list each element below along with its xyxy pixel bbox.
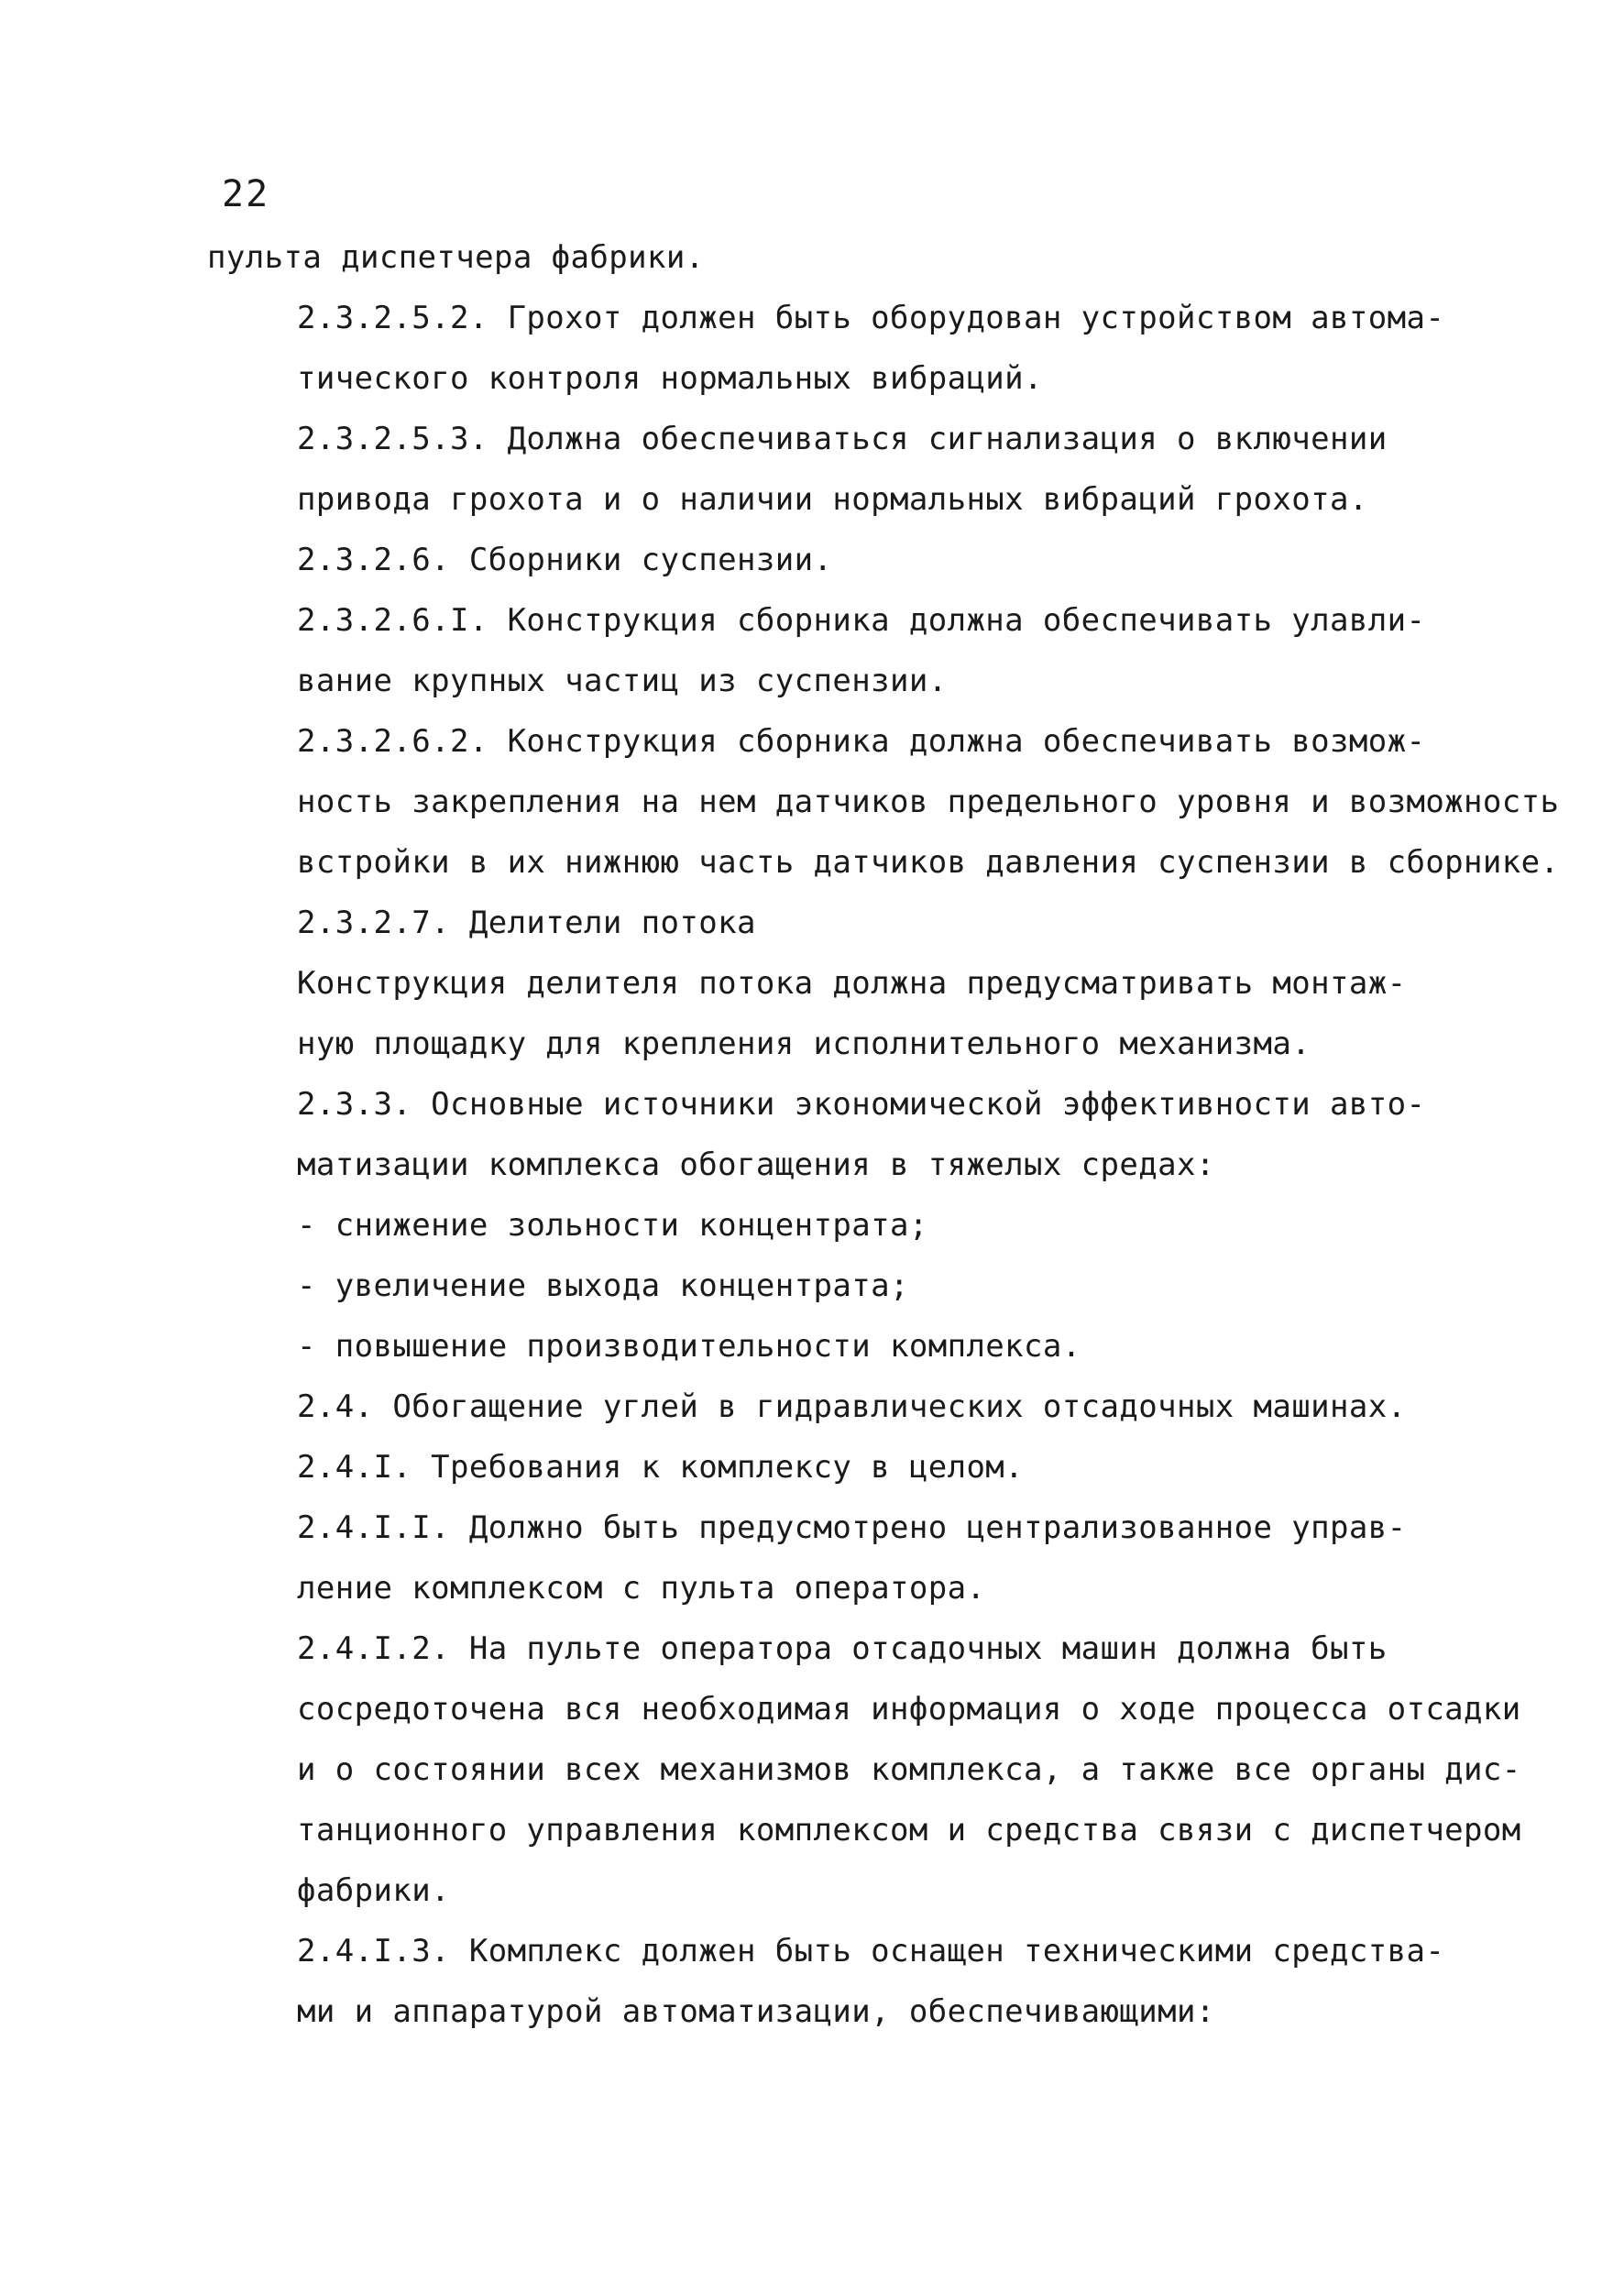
text-line: тического контроля нормальных вибраций. — [297, 360, 1043, 397]
text-line: ление комплексом с пульта оператора. — [297, 1570, 986, 1607]
text-line: 2.4.I.2. На пульте оператора отсадочных машин должна быть — [297, 1630, 1388, 1667]
paragraph — [207, 530, 1435, 590]
page-number: 22 — [222, 173, 270, 215]
text-line: пульта диспетчера фабрики. — [207, 239, 705, 276]
paragraph — [207, 1921, 1445, 2042]
text-line: 2.3.2.6.2. Конструкция сборника должна обеспечивать возмож- — [297, 723, 1426, 760]
paragraph — [207, 953, 1435, 1074]
text-line: встройки в их нижнюю часть датчиков давления суспензии в сборнике. — [297, 844, 1560, 881]
paragraph — [207, 1316, 1435, 1377]
text-line: 2.4.I.I. Должно быть предусмотрено централизованное управ- — [297, 1509, 1407, 1546]
text-line: - увеличение выхода концентрата; — [297, 1267, 909, 1304]
paragraph — [207, 1618, 1521, 1921]
text-line: 2.4.I. Требования к комплексу в целом. — [297, 1449, 1025, 1486]
paragraph — [207, 711, 1560, 893]
text-line: 2.3.2.5.2. Грохот должен быть оборудован устройством автома- — [297, 300, 1445, 336]
text-line: 2.3.3. Основные источники экономической эффективности авто- — [297, 1086, 1426, 1123]
text-line: Конструкция делителя потока должна предусматривать монтаж- — [297, 965, 1407, 1002]
paragraph — [207, 893, 1435, 953]
paragraph — [207, 409, 1435, 530]
text-line: фабрики. — [297, 1872, 450, 1909]
paragraph — [207, 1256, 1435, 1316]
paragraph — [207, 1498, 1435, 1618]
text-line: танционного управления комплексом и средства связи с диспетчером — [297, 1812, 1521, 1849]
text-line: - снижение зольности концентрата; — [297, 1207, 928, 1244]
paragraph — [207, 1377, 1435, 1437]
text-line: и о состоянии всех механизмов комплекса, а также все органы дис- — [297, 1751, 1521, 1788]
text-line: ность закрепления на нем датчиков предельного уровня и возможность — [297, 784, 1560, 820]
paragraph — [207, 288, 1445, 409]
body-text — [207, 227, 1560, 2042]
text-line: матизации комплекса обогащения в тяжелых средах: — [297, 1146, 1215, 1183]
text-line: 2.3.2.6.I. Конструкция сборника должна обеспечивать улавли- — [297, 602, 1426, 639]
paragraph — [207, 1437, 1435, 1498]
paragraph — [207, 1195, 1435, 1256]
paragraph — [207, 227, 1435, 288]
text-line: сосредоточена вся необходимая информация о ходе процесса отсадки — [297, 1691, 1521, 1728]
paragraph — [207, 590, 1435, 711]
text-line: 2.4.I.3. Комплекс должен быть оснащен техническими средства- — [297, 1933, 1445, 1969]
text-line: 2.3.2.5.3. Должна обеспечиваться сигнализация о включении — [297, 421, 1388, 457]
text-line: 2.3.2.7. Делители потока — [297, 905, 756, 941]
text-line: ную площадку для крепления исполнительного механизма. — [297, 1026, 1311, 1062]
paragraph — [207, 1074, 1435, 1195]
text-line: - повышение производительности комплекса. — [297, 1328, 1081, 1365]
text-line: вание крупных частиц из суспензии. — [297, 663, 948, 699]
text-line: 2.3.2.6. Сборники суспензии. — [297, 542, 833, 578]
text-line: 2.4. Обогащение углей в гидравлических отсадочных машинах. — [297, 1388, 1407, 1425]
text-line: ми и аппаратурой автоматизации, обеспечивающими: — [297, 1993, 1215, 2030]
text-line: привода грохота и о наличии нормальных вибраций грохота. — [297, 481, 1368, 518]
